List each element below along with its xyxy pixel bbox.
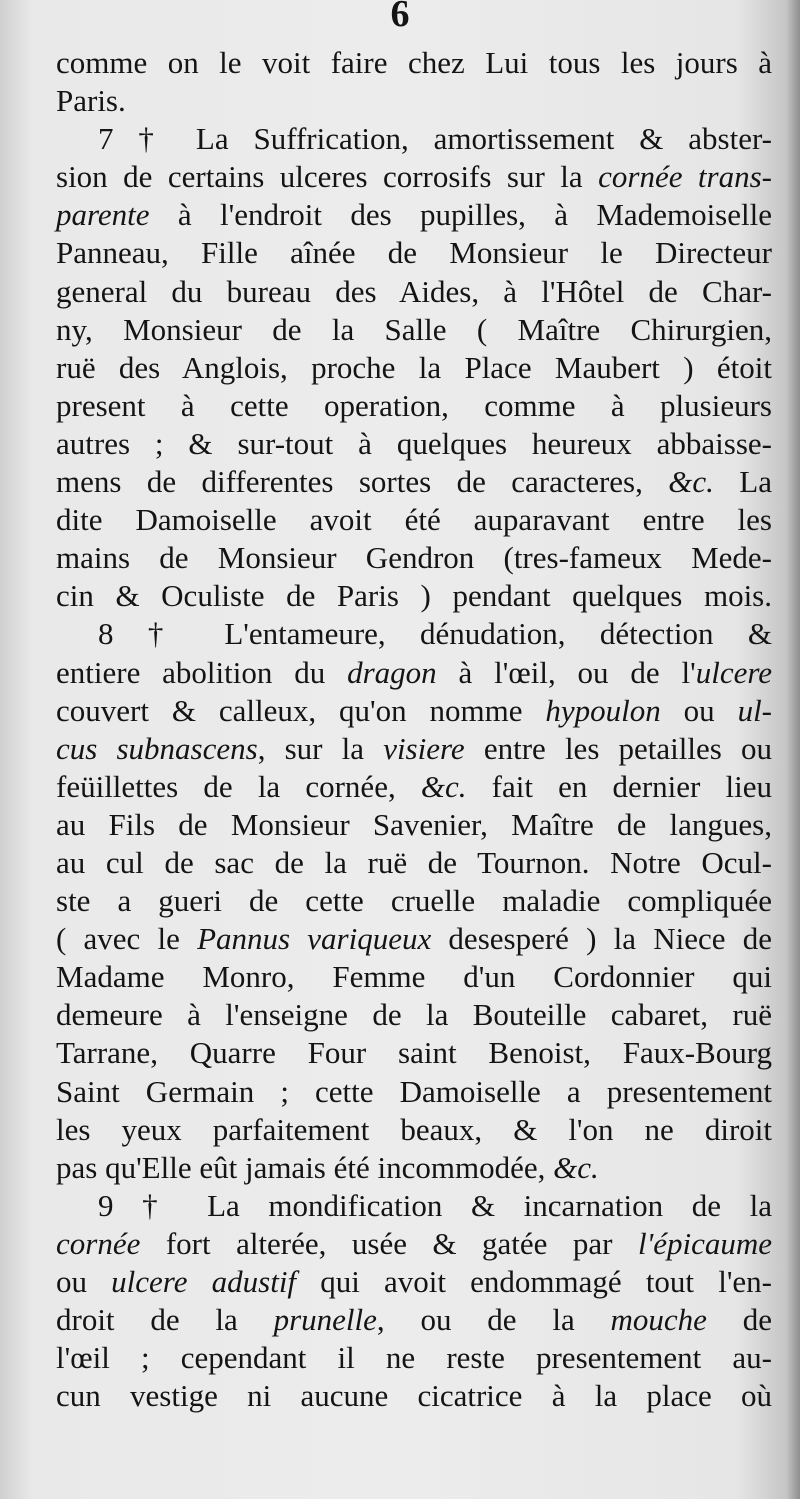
text-run: Paris. — [56, 83, 126, 119]
italic-run: hypoulon — [545, 692, 661, 728]
text-line — [56, 44, 772, 82]
text-run: desesperé ) la Niece de — [431, 921, 772, 957]
text-line — [56, 996, 772, 1034]
text-line — [56, 1339, 772, 1377]
text-line — [56, 1149, 772, 1187]
text-line — [56, 311, 772, 349]
text-run: les yeux parfaitement beaux, & l'on ne diroit — [56, 1111, 772, 1147]
text-run: mens de differentes sortes de caracteres, — [56, 464, 669, 500]
text-line — [56, 577, 772, 615]
body-text — [56, 44, 772, 1415]
text-line — [56, 806, 772, 844]
text-line — [56, 158, 772, 196]
text-run: l'œil ; cependant il ne reste presentement au- — [56, 1340, 772, 1376]
text-line — [56, 1225, 772, 1263]
text-run: fort alterée, usée & gatée par — [140, 1225, 638, 1261]
text-run: , sur la — [257, 730, 384, 766]
text-run: 7 † La Suffrication, amortissement & abster- — [98, 121, 772, 157]
text-run: demeure à l'enseigne de la Bouteille cabaret, ruë — [56, 997, 772, 1033]
text-line — [56, 387, 772, 425]
text-line — [56, 1034, 772, 1072]
text-line — [56, 1111, 772, 1149]
text-run: entre les petailles ou — [464, 730, 772, 766]
text-line — [56, 692, 772, 730]
italic-run: Pannus variqueux — [197, 921, 432, 957]
italic-run: prunelle — [273, 1302, 377, 1338]
italic-run: l'épicaume — [637, 1225, 772, 1261]
text-line — [56, 349, 772, 387]
text-run: Madame Monro, Femme d'un Cordonnier qui — [56, 959, 772, 995]
text-run: feüillettes de la cornée, — [56, 768, 421, 804]
text-run: Panneau, Fille aînée de Monsieur le Directeur — [56, 235, 772, 271]
text-line — [56, 615, 772, 653]
text-run: cun vestige ni aucune cicatrice à la place où — [56, 1378, 772, 1414]
text-line — [56, 1377, 772, 1415]
text-line — [56, 1073, 772, 1111]
text-line — [56, 425, 772, 463]
text-run: au Fils de Monsieur Savenier, Maître de langues, — [56, 806, 772, 842]
text-run: de — [706, 1302, 773, 1338]
text-line — [56, 844, 772, 882]
italic-run: parente — [56, 197, 150, 233]
text-line — [56, 1263, 772, 1301]
text-run: La — [713, 464, 772, 500]
italic-run: mouche — [610, 1302, 707, 1338]
text-line — [56, 234, 772, 272]
text-run: cin & Oculiste de Paris ) pendant quelques mois. — [56, 578, 772, 614]
text-line — [56, 273, 772, 311]
text-run: 9 † La mondification & incarnation de la — [98, 1187, 772, 1223]
italic-run: ulcere — [695, 654, 773, 690]
text-run: à l'endroit des pupilles, à Mademoiselle — [149, 197, 772, 233]
text-run: dite Damoiselle avoit été auparavant entre les — [56, 502, 772, 538]
text-line — [56, 1301, 772, 1339]
text-run: au cul de sac de la ruë de Tournon. Notre Ocul- — [56, 844, 772, 880]
text-run: à l'œil, ou de l' — [436, 654, 696, 690]
text-run: comme on le voit faire chez Lui tous les jours à — [56, 45, 772, 80]
text-run: qui avoit endommagé tout l'en- — [296, 1264, 772, 1299]
italic-run: cus subnascens — [56, 730, 258, 766]
text-line — [56, 920, 772, 958]
italic-run: visiere — [383, 730, 465, 766]
text-run: ou — [660, 692, 738, 728]
italic-run: cornée trans- — [598, 159, 772, 195]
text-run: present à cette operation, comme à plusieurs — [56, 387, 772, 423]
italic-run: &c. — [668, 464, 714, 500]
text-line — [56, 958, 772, 996]
italic-run: dragon — [347, 654, 437, 690]
text-run: mains de Monsieur Gendron (tres-fameux Mede- — [56, 540, 772, 576]
text-line — [56, 730, 772, 768]
text-line — [56, 82, 772, 120]
text-run: sion de certains ulceres corrosifs sur la — [56, 159, 599, 195]
italic-run: ulcere adustif — [111, 1264, 297, 1299]
text-run: 8 † L'entameure, dénudation, détection & — [98, 616, 772, 652]
text-run: autres ; & sur-tout à quelques heureux abbaisse- — [56, 425, 772, 461]
text-run: ou — [56, 1264, 112, 1299]
text-run: couvert & calleux, qu'on nomme — [56, 692, 546, 728]
text-line — [56, 196, 772, 234]
text-run: Saint Germain ; cette Damoiselle a presentement — [56, 1073, 772, 1109]
text-line — [56, 882, 772, 920]
text-run: droit de la — [56, 1302, 274, 1338]
italic-run: ul- — [737, 692, 772, 728]
text-line — [56, 501, 772, 539]
text-line — [56, 463, 772, 501]
text-run: , ou de la — [376, 1302, 611, 1338]
italic-run: cornée — [56, 1225, 141, 1261]
text-run: ( avec le — [56, 921, 198, 957]
text-run: pas qu'Elle eût jamais été incommodée, — [56, 1149, 554, 1185]
text-run: general du bureau des Aides, à l'Hôtel de Char- — [56, 273, 772, 309]
text-line — [56, 1187, 772, 1225]
text-run: ny, Monsieur de la Salle ( Maître Chirurgien, — [56, 311, 772, 347]
italic-run: &c. — [553, 1149, 599, 1185]
text-line — [56, 539, 772, 577]
text-run: entiere abolition du — [56, 654, 348, 690]
italic-run: &c. — [420, 768, 467, 804]
text-line — [56, 120, 772, 158]
text-run: fait en dernier lieu — [466, 768, 772, 804]
text-run: ruë des Anglois, proche la Place Maubert ) étoit — [56, 349, 772, 385]
text-line — [56, 654, 772, 692]
page-number: 6 — [390, 0, 410, 35]
text-run: ste a gueri de cette cruelle maladie compliquée — [56, 883, 772, 919]
text-line — [56, 768, 772, 806]
text-run: Tarrane, Quarre Four saint Benoist, Faux-Bourg — [56, 1035, 772, 1071]
